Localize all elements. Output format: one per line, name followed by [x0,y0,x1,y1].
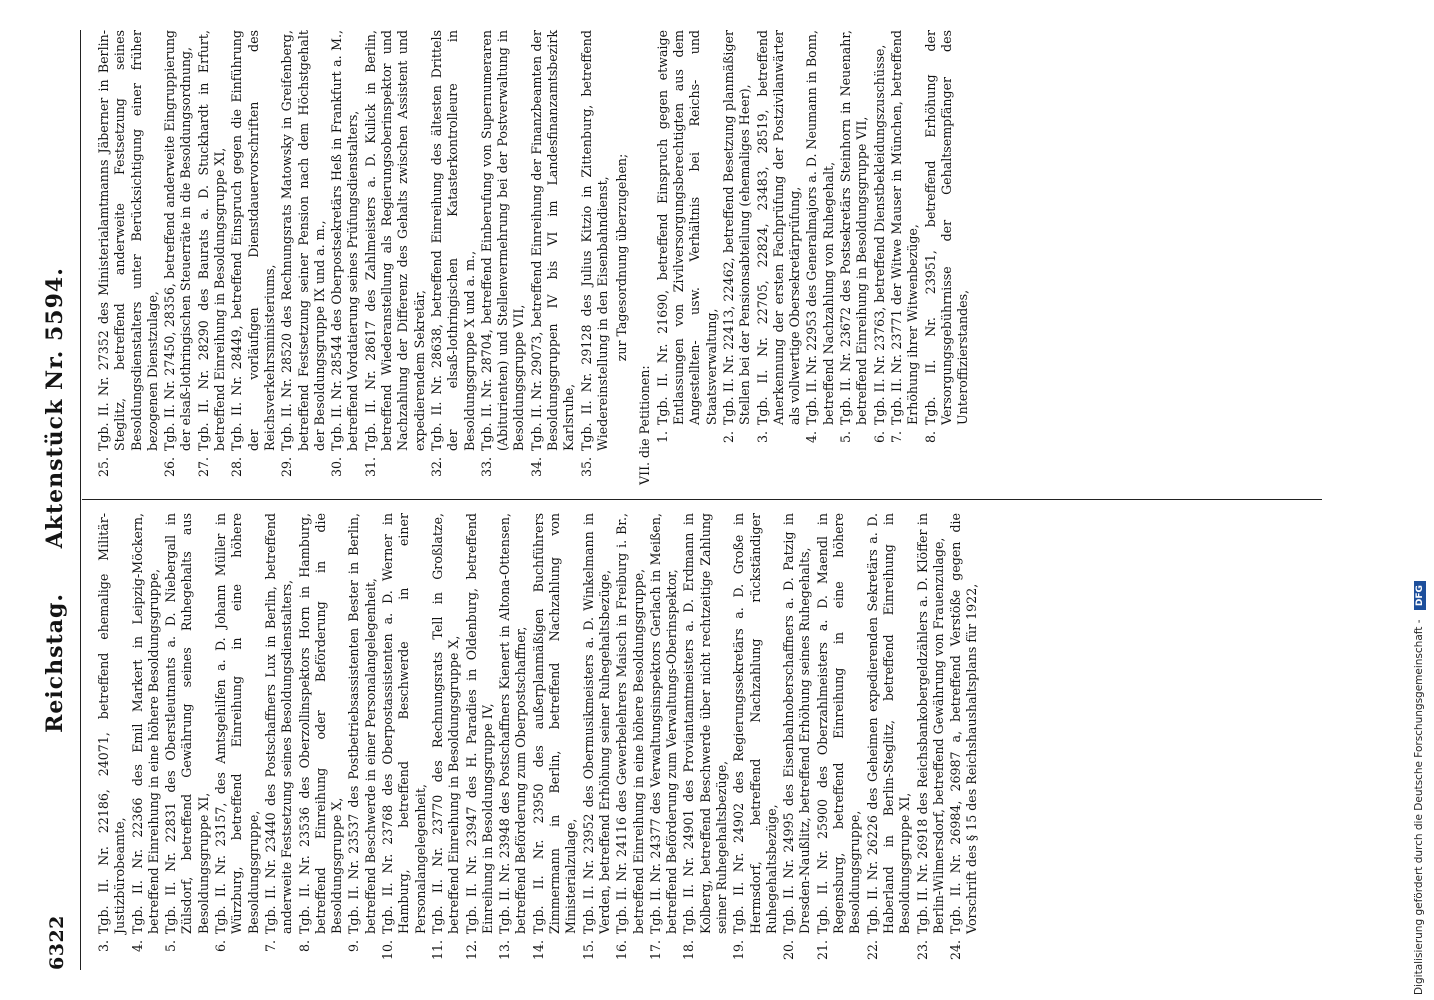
item-number: 20. [781,940,797,961]
list-item [529,30,578,485]
dfg-logo: DFG [1414,581,1426,610]
list-item [430,513,463,968]
item-text: Tgb. II. Nr. 24902 des Regierungssekretärs a. D. Große in Hermsdorf, betreffend Nachzahlung rückständiger Ruhegehaltsbezüge, [731,513,779,934]
list-item [346,513,379,968]
item-number: 11. [429,940,445,961]
item-number: 31. [362,457,378,478]
list-item [581,513,614,968]
item-text: Tgb. II. Nr. 22186, 24071, betreffend ehemalige Militär-Justizbürobeamte, [96,513,128,934]
item-number: 32. [428,457,444,478]
item-number: 10. [380,940,396,961]
list-item [229,30,278,485]
column-divider [82,499,1322,500]
item-text: Tgb. II. Nr. 21690, betreffend Einspruch gegen etwaige Entlassungen von Zivilversorgungsberechtigten aus dem Angestellten- usw. Verhältnis bei Reichs- und Staatsverwaltung, [654,30,719,425]
list-item [329,30,362,485]
transfer-line: zur Tagesordnung überzugehen; [614,153,630,362]
item-number: 34. [528,457,544,478]
item-number: 4. [129,940,145,953]
list-item [804,30,837,459]
item-text: Tgb. II. Nr. 23770 des Rechnungsrats Tell in Großlatze, betreffend Einreihung in Besoldungsgruppe X, [429,513,462,934]
item-number: 21. [814,940,830,961]
list-item [655,30,720,459]
item-text: Tgb. II. Nr. 28544 des Oberpostsekretärs Heß in Frankfurt a. M., betreffend Vordatierung seines Prüfungsdienstalters, [329,30,361,451]
list-item [479,30,528,485]
list-item [279,30,328,485]
item-text: Tgb. II. Nr. 22831 des Oberstleutnants a. D. Niebergall in Zülsdorf, betreffend Gewährung seines Ruhegehalts aus Besoldungsgruppe XI, [163,513,211,934]
list-item [865,513,914,968]
item-text: Tgb. II. Nr. 23771 der Witwe Mauser in München, betreffend Erhöhung ihrer Witwenbezüge, [888,30,921,425]
page-title [42,30,68,970]
item-text: Tgb. II. Nr. 28617 des Zahlmeisters a. D. Kulick in Berlin, betreffend Wiederanstellung als Regierungsoberinspektor und Nachzahlung der Differenz des Gehalts zwischen Assistent und expedierendem Sekretär, [362,30,427,451]
list-item [130,513,163,968]
item-text: Tgb. II. Nr. 22413, 22462, betreffend Besetzung planmäßiger Stellen bei der Pensionsabteilung (ehemaliges Heer), [720,30,753,425]
item-text: Tgb. II. Nr. 23536 des Oberzollinspektors Horn in Hamburg, betreffend Einreihung oder Beförderung in die Besoldungsgruppe X, [296,513,345,934]
item-number: 18. [681,940,697,961]
item-number: 3. [96,940,111,953]
list-item [297,513,346,968]
item-number: 1. [654,431,670,444]
list-item [815,513,864,968]
list-item [213,513,262,968]
list-item [755,30,804,459]
list-item [681,513,730,968]
item-number: 14. [530,940,546,961]
digitization-text: Digitalisierung gefördert durch die Deutsche Forschungsgemeinschaft - [1413,619,1425,995]
item-text: Tgb. II. Nr. 23768 des Oberpostassistenten a. D. Werner in Hamburg, betreffend Beschwerde in einer Personalangelegenheit, [380,513,428,934]
item-number: 29. [279,457,295,478]
item-number: 3. [754,431,770,444]
item-number: 12. [463,940,479,961]
item-number: 17. [647,940,663,961]
title-right: Aktenstück Nr. 5594. [42,267,68,549]
item-text: Tgb. II. Nr. 23947 des H. Paradies in Oldenburg, betreffend Einreihung in Besoldungsgruppe IV, [463,513,495,934]
list-item [464,513,497,968]
list-item [838,30,871,459]
list-item [531,513,580,968]
list-item [781,513,814,968]
item-text: Tgb. II. Nr. 28520 des Rechnungsrats Matowsky in Greifenberg, betreffend Festsetzung seiner Pension nach dem Höchstgehalt der Besoldungsgruppe IX und a. m., [279,30,327,451]
title-left: Reichstag. [42,593,68,733]
item-number: 5. [163,940,179,953]
item-text: Tgb. II. Nr. 22953 des Generalmajors a. D. Neumann in Bonn, betreffend Nachzahlung von Ruhegehalt, [804,30,836,425]
item-text: Tgb. II. Nr. 26918 des Reichsbankobergeldzählers a. D. Klöffer in Berlin-Wilmersdorf, betreffend Gewährung von Frauenzulage, [914,513,946,934]
item-text: Tgb. II. Nr. 23672 des Postsekretärs Steinhorn in Neuenahr, betreffend Einreihung in Besoldungsgruppe VII, [838,30,870,425]
item-text: Tgb. II. Nr. 22366 des Emil Markert in Leipzig-Möckern, betreffend Einreihung in eine höhere Besoldungsgruppe, [129,513,161,934]
item-number: 23. [914,940,930,961]
item-number: 30. [329,457,345,478]
item-text: Tgb. II. Nr. 23440 des Postschaffners Lux in Berlin, betreffend anderweite Festsetzung seines Besoldungsdienstalters, [262,513,295,934]
item-number: 13. [497,940,513,961]
right-entries [96,30,611,485]
list-item [889,30,922,459]
item-number: 5. [838,431,854,444]
item-text: Tgb. II. Nr. 23763, betreffend Dienstbekleidungszuschüsse, [871,44,887,425]
page-header [40,30,80,970]
list-item [96,30,161,485]
list-item [429,30,478,485]
page-number: 6322 [46,915,68,970]
item-text: Tgb. II. Nr. 28638, betreffend Einreihung des ältesten Drittels der elsaß-lothringischen Katasterkontrolleure in Besoldungsgruppe X und a. m., [428,30,477,451]
item-text: Tgb. II. Nr. 27450, 28356, betreffend anderweite Eingruppierung der elsaß-lothringischen Steuerräte in die Besoldungsordnung, [162,30,194,451]
item-text: Tgb. II. Nr. 24995 des Eisenbahnoberschaffners a. D. Patzig in Dresden-Naußlitz, betreffend Erhöhung seines Ruhegehalts, [781,513,813,934]
item-number: 7. [888,431,904,444]
item-text: Tgb. II. Nr. 22705, 22824, 23483, 28519, betreffend Anerkennung der ersten Fachprüfung der Postzivilanwärter als vollwertige Obersekretärprüfung, [754,30,803,425]
item-text: Tgb. II. Nr. 23952 des Obermusikmeisters a. D. Winkelmann in Verden, betreffend Erhöhung seiner Ruhegehaltsbezüge, [580,513,612,934]
item-number: 26. [162,457,178,478]
right-column [96,30,972,485]
item-text: Tgb. II. Nr. 24116 des Gewerbelehrers Maisch in Freiburg i. Br., betreffend Einreihung in eine höhere Besoldungsgruppe, [614,513,646,934]
header-rule [80,30,81,970]
item-number: 27. [195,457,211,478]
item-text: Tgb. II. Nr. 23157, des Amtsgehilfen a. D. Johann Müller in Würzburg, betreffend Einreihung in eine höhere Besoldungsgruppe, [213,513,261,934]
list-item [872,30,888,459]
list-item [263,513,296,968]
item-number: 8. [922,431,938,444]
list-item [579,30,612,485]
item-text: Tgb. II. Nr. 24901 des Proviantamtmeisters a. D. Erdmann in Kolberg, betreffend Beschwerde über nicht rechtzeitige Zahlung seiner Ruhegehaltsbezüge, [681,513,729,934]
item-text: Tgb. II. Nr. 23950 des außerplanmäßigen Buchführers Zimmermann in Berlin, betreffend Nachzahlung von Ministerialzulage, [530,513,579,934]
item-number: 24. [948,940,964,961]
item-number: 8. [296,940,312,953]
item-text: Tgb. II. Nr. 26984, 26987 a, betreffend Verstöße gegen die Vorschrift des § 15 des Reichshaushaltsplans für 1922, [948,513,980,934]
item-number: 7. [262,940,278,953]
list-item [363,30,428,485]
item-text: Tgb. II. Nr. 26226 des Geheimen expedierenden Sekretärs a. D. Haberland in Berlin-Steglitz, betreffend Einreihung in Besoldungsgruppe XI, [864,513,913,934]
item-number: 25. [96,457,111,478]
list-item [915,513,948,968]
item-text: Tgb. II. Nr. 29128 des Julius Kitzio in Zittenburg, betreffend Wiedereinstellung in den Eisenbahndienst, [578,30,610,451]
list-item [731,513,780,968]
item-number: 28. [229,457,245,478]
list-item [497,513,530,968]
item-number: 9. [346,940,362,953]
list-item [380,513,429,968]
list-item [614,513,647,968]
item-text: Tgb. II. Nr. 29073, betreffend Einreihung der Finanzbeamten der Besoldungsgruppen IV bis VI im Landesfinanzamtsbezirk Karlsruhe, [528,30,577,451]
item-text: Tgb. II. Nr. 23951, betreffend Erhöhung der Versorgungsgebührnisse der Gehaltsempfänger des Unteroffizierstandes, [922,30,971,425]
item-text: Tgb. II. Nr. 23948 des Postschaffners Kienert in Altona-Ottensen, betreffend Beförderung zum Oberpostschaffner, [497,513,529,934]
item-text: Tgb. II. Nr. 27352 des Ministerialamtmanns Jäberner in Berlin-Steglitz, betreffend anderweite Festsetzung seines Besoldungsdienstalters unter Berücksichtigung einer früher bezogenen Dienstzulage, [96,30,160,451]
item-text: Tgb. II. Nr. 23537 des Postbetriebsassistenten Bester in Berlin, betreffend Beschwerde in einer Personalangelegenheit, [346,513,378,934]
item-text: Tgb. II. Nr. 28290 des Baurats a. D. Stuckhardt in Erfurt, betreffend Einreihung in Besoldungsgruppe XI, [195,30,228,451]
list-item [96,513,129,968]
item-number: 33. [478,457,494,478]
list-item [721,30,754,459]
digitization-note [1413,5,1431,995]
item-text: Tgb. II. Nr. 24377 des Verwaltungsinspektors Gerlach in Meißen, betreffend Beförderung zum Verwaltungs-Oberinspektor, [647,513,680,934]
item-text: Tgb. II. Nr. 28704, betreffend Einberufung von Supernumeraren (Abiturienten) und Stellenvermehrung bei der Postverwaltung in Besoldungsgruppe VII, [478,30,527,451]
item-number: 6. [871,431,887,444]
item-number: 2. [720,431,736,444]
item-text: Tgb. II. Nr. 25900 des Oberzahlmeisters a. D. Maendl in Regensburg, betreffend Einreihung in eine höhere Besoldungsgruppe, [814,513,863,934]
list-item [162,30,195,485]
list-item [923,30,972,459]
item-number: 15. [580,940,596,961]
item-number: 35. [578,457,594,478]
left-column [96,513,982,968]
list-item [948,513,981,968]
item-number: 19. [731,940,747,961]
list-item [163,513,212,968]
item-number: 16. [614,940,630,961]
item-number: 4. [804,431,820,444]
petitions-list [655,30,972,485]
section-heading: VII. die Petitionen: [636,365,652,485]
item-number: 22. [864,940,880,961]
list-item [196,30,229,485]
list-item [648,513,681,968]
item-text: Tgb. II. Nr. 28449, betreffend Einspruch gegen die Einführung der vorläufigen Dienstdauervorschriften des Reichsverkehrsministeriums, [229,30,277,451]
item-number: 6. [213,940,229,953]
